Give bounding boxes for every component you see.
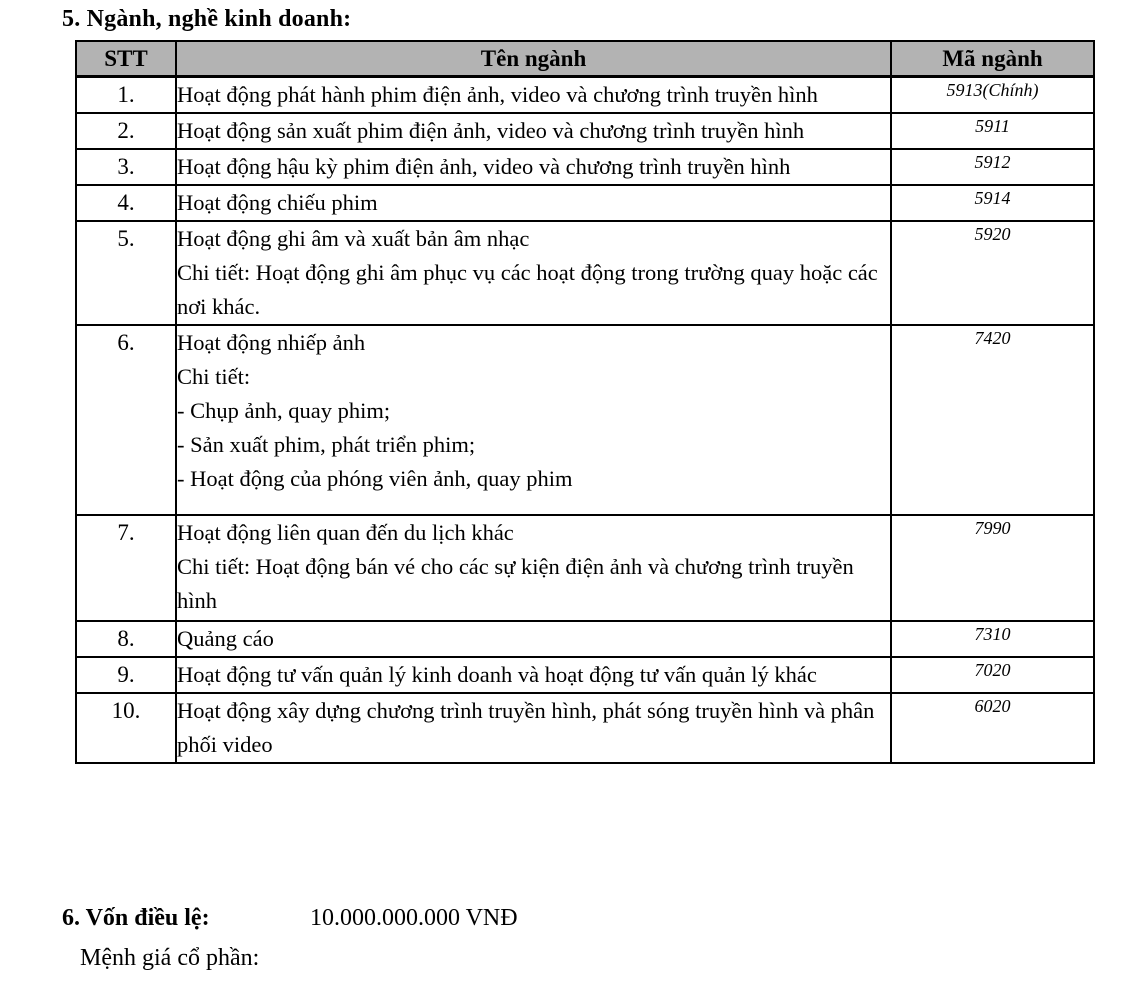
row-number: 5. [76, 221, 176, 325]
header-stt: STT [76, 41, 176, 77]
par-value-label: Mệnh giá cổ phần: [80, 945, 260, 971]
row-number: 1. [76, 77, 176, 114]
table-row [76, 325, 1094, 515]
industry-name-line: Chi tiết: Hoạt động bán vé cho các sự kiện điện ảnh và chương trình truyền hình [177, 554, 854, 613]
table-row [76, 693, 1094, 763]
row-number: 10. [76, 693, 176, 763]
industry-code: 7020 [891, 657, 1094, 693]
table-row [76, 221, 1094, 325]
industry-name-line: Hoạt động tư vấn quản lý kinh doanh và hoạt động tư vấn quản lý khác [177, 662, 817, 687]
industry-code: 5911 [891, 113, 1094, 149]
industry-name-line: Quảng cáo [177, 626, 274, 651]
charter-capital-label: 6. Vốn điều lệ: [62, 905, 210, 931]
industry-code: 7990 [891, 515, 1094, 621]
industry-name-line: Hoạt động phát hành phim điện ảnh, video và chương trình truyền hình [177, 82, 818, 107]
industry-name-line: Hoạt động nhiếp ảnh [177, 330, 366, 355]
row-number: 6. [76, 325, 176, 515]
industry-name-line: - Sản xuất phim, phát triển phim; [177, 432, 476, 457]
industry-name-line: Hoạt động chiếu phim [177, 190, 378, 215]
industry-name-line: Chi tiết: Hoạt động ghi âm phục vụ các hoạt động trong trường quay hoặc các nơi khác. [177, 260, 878, 319]
industry-name-line: Hoạt động hậu kỳ phim điện ảnh, video và chương trình truyền hình [177, 154, 791, 179]
industry-code: 7310 [891, 621, 1094, 657]
table-row [76, 657, 1094, 693]
industry-code: 5914 [891, 185, 1094, 221]
industry-name [176, 113, 891, 149]
row-number: 7. [76, 515, 176, 621]
row-number: 2. [76, 113, 176, 149]
industry-name-line: Hoạt động xây dựng chương trình truyền hình, phát sóng truyền hình và phân phối video [177, 698, 875, 757]
charter-capital-line [62, 905, 518, 932]
industry-name-line: Hoạt động ghi âm và xuất bản âm nhạc [177, 226, 530, 251]
industry-name-line: Hoạt động sản xuất phim điện ảnh, video và chương trình truyền hình [177, 118, 805, 143]
industry-name-line: Chi tiết: [177, 364, 251, 389]
industry-code: 5912 [891, 149, 1094, 185]
row-number: 3. [76, 149, 176, 185]
section5-heading: 5. Ngành, nghề kinh doanh: [62, 6, 352, 32]
industry-name [176, 325, 891, 515]
industry-name [176, 185, 891, 221]
business-lines-table [75, 40, 1095, 764]
table-row [76, 621, 1094, 657]
industry-name-line: - Chụp ảnh, quay phim; [177, 398, 391, 423]
table-row [76, 515, 1094, 621]
table-row [76, 185, 1094, 221]
industry-name [176, 515, 891, 621]
header-name: Tên ngành [176, 41, 891, 77]
table-row [76, 77, 1094, 114]
industry-name [176, 621, 891, 657]
industry-code: 5913(Chính) [891, 77, 1094, 114]
industry-name-line: - Hoạt động của phóng viên ảnh, quay phim [177, 466, 573, 491]
industry-code: 7420 [891, 325, 1094, 515]
industry-name [176, 221, 891, 325]
industry-name [176, 657, 891, 693]
table-row [76, 113, 1094, 149]
industry-name-line: Hoạt động liên quan đến du lịch khác [177, 520, 514, 545]
industry-name [176, 693, 891, 763]
table-header-row [76, 41, 1094, 77]
industry-code: 5920 [891, 221, 1094, 325]
industry-name [176, 77, 891, 114]
industry-name [176, 149, 891, 185]
row-number: 9. [76, 657, 176, 693]
table-row [76, 149, 1094, 185]
charter-capital-value: 10.000.000.000 VNĐ [310, 905, 518, 931]
row-number: 8. [76, 621, 176, 657]
row-number: 4. [76, 185, 176, 221]
industry-code: 6020 [891, 693, 1094, 763]
header-code: Mã ngành [891, 41, 1094, 77]
